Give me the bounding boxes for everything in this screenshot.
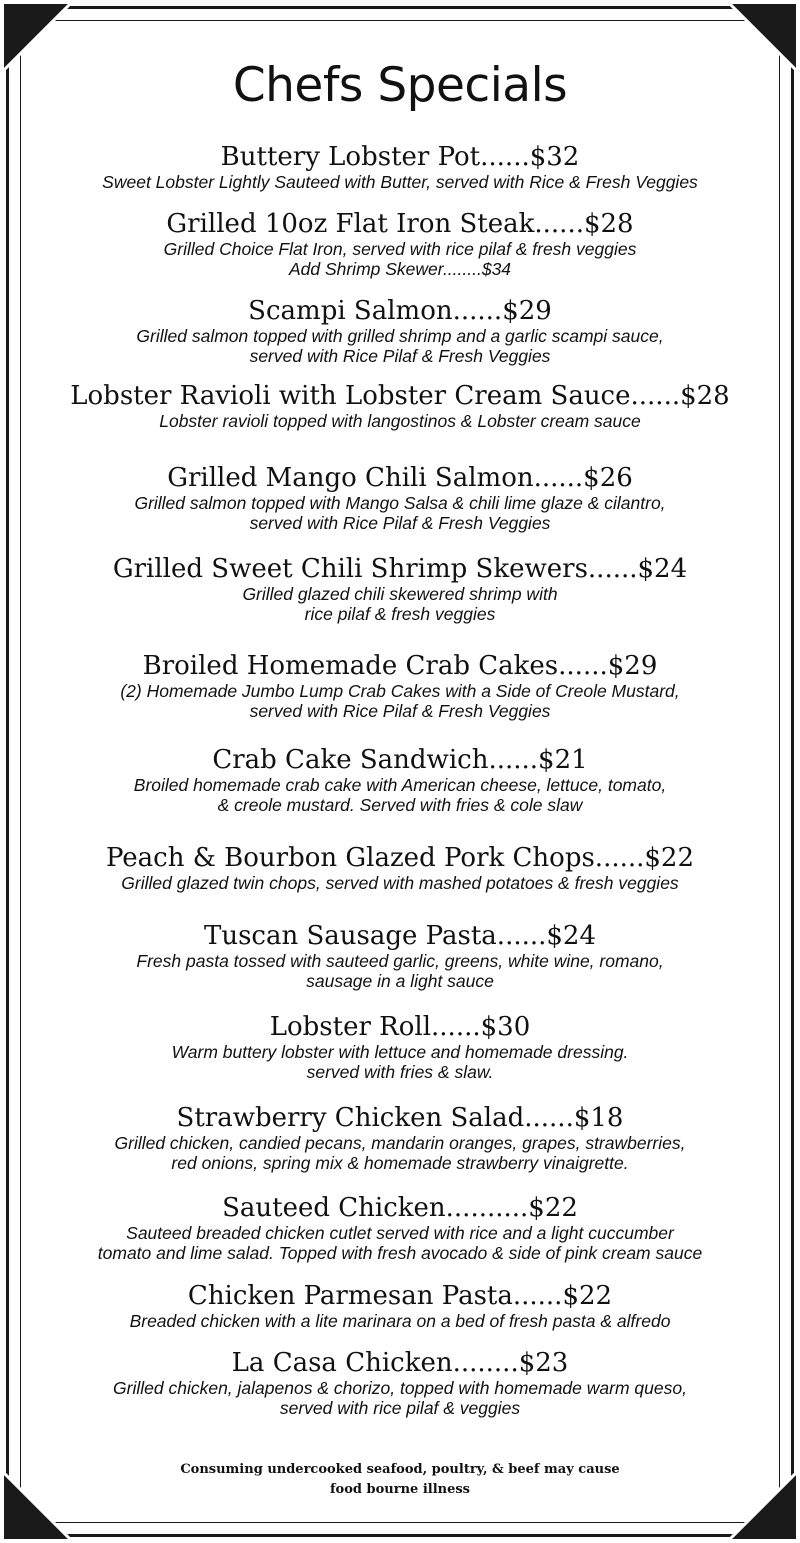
item-description: & creole mustard. Served with fries & cole slaw: [217, 795, 583, 815]
menu-item: [0, 1282, 800, 1331]
menu-item: [0, 1349, 800, 1418]
item-name: Lobster Roll......$30: [269, 1012, 531, 1042]
menu-item: [0, 143, 800, 192]
item-name: Grilled Sweet Chili Shrimp Skewers......$24: [112, 554, 688, 584]
menu-item: [0, 555, 800, 624]
disclaimer-line: food bourne illness: [329, 1482, 471, 1497]
item-description: red onions, spring mix & homemade strawberry vinaigrette.: [171, 1153, 629, 1173]
item-description: served with fries & slaw.: [306, 1062, 494, 1082]
item-description: Sweet Lobster Lightly Sauteed with Butter, served with Rice & Fresh Veggies: [102, 172, 698, 192]
item-name: Grilled Mango Chili Salmon......$26: [167, 463, 633, 493]
item-description: Grilled chicken, jalapenos & chorizo, topped with homemade warm queso,: [113, 1378, 687, 1398]
item-description: Grilled Choice Flat Iron, served with rice pilaf & fresh veggies: [163, 239, 637, 259]
item-description: Fresh pasta tossed with sauteed garlic, greens, white wine, romano,: [136, 951, 664, 971]
item-name: Broiled Homemade Crab Cakes......$29: [142, 651, 658, 681]
menu-title: Chefs Specials: [232, 58, 568, 113]
menu-item: [0, 1104, 800, 1173]
menu-item: [0, 844, 800, 893]
disclaimer-line: Consuming undercooked seafood, poultry, & beef may cause: [180, 1462, 620, 1477]
menu-item: [0, 922, 800, 991]
item-name: Buttery Lobster Pot......$32: [220, 142, 580, 172]
item-name: Grilled 10oz Flat Iron Steak......$28: [166, 209, 634, 239]
item-description: Grilled glazed chili skewered shrimp with: [242, 584, 558, 604]
menu-item: [0, 382, 800, 431]
item-name: Scampi Salmon......$29: [248, 296, 552, 326]
menu-item: [0, 464, 800, 533]
item-description: served with Rice Pilaf & Fresh Veggies: [249, 513, 551, 533]
menu-item: [0, 746, 800, 815]
menu-item: [0, 1013, 800, 1082]
item-description: served with Rice Pilaf & Fresh Veggies: [249, 346, 551, 366]
item-description: Grilled salmon topped with grilled shrimp and a garlic scampi sauce,: [136, 326, 664, 346]
item-description: served with rice pilaf & veggies: [279, 1398, 521, 1418]
item-description: Sauteed breaded chicken cutlet served with rice and a light cuccumber: [126, 1223, 674, 1243]
item-description: tomato and lime salad. Topped with fresh avocado & side of pink cream sauce: [97, 1243, 703, 1263]
menu-item: [0, 1194, 800, 1263]
item-description: Breaded chicken with a lite marinara on a bed of fresh pasta & alfredo: [129, 1311, 671, 1331]
item-name: Strawberry Chicken Salad......$18: [176, 1103, 624, 1133]
item-name: Sauteed Chicken..........$22: [222, 1193, 578, 1223]
item-name: Lobster Ravioli with Lobster Cream Sauce......$28: [70, 381, 730, 411]
item-name: Peach & Bourbon Glazed Pork Chops......$22: [105, 843, 695, 873]
item-description: Grilled salmon topped with Mango Salsa & chili lime glaze & cilantro,: [134, 493, 666, 513]
item-description: Grilled chicken, candied pecans, mandarin oranges, grapes, strawberries,: [114, 1133, 686, 1153]
item-name: La Casa Chicken........$23: [231, 1348, 569, 1378]
item-description: Add Shrimp Skewer........$34: [288, 259, 512, 279]
item-description: (2) Homemade Jumbo Lump Crab Cakes with a Side of Creole Mustard,: [120, 681, 680, 701]
item-description: sausage in a light sauce: [306, 971, 494, 991]
food-safety-disclaimer: [0, 1460, 800, 1500]
item-description: served with Rice Pilaf & Fresh Veggies: [249, 701, 551, 721]
item-name: Tuscan Sausage Pasta......$24: [203, 921, 597, 951]
item-description: rice pilaf & fresh veggies: [304, 604, 496, 624]
item-name: Crab Cake Sandwich......$21: [212, 745, 588, 775]
item-name: Chicken Parmesan Pasta......$22: [187, 1281, 613, 1311]
menu-item: [0, 652, 800, 721]
menu-item: [0, 210, 800, 279]
menu-item: [0, 297, 800, 366]
item-description: Warm buttery lobster with lettuce and homemade dressing.: [171, 1042, 629, 1062]
item-description: Grilled glazed twin chops, served with mashed potatoes & fresh veggies: [121, 873, 679, 893]
item-description: Broiled homemade crab cake with American cheese, lettuce, tomato,: [133, 775, 667, 795]
item-description: Lobster ravioli topped with langostinos & Lobster cream sauce: [159, 411, 641, 431]
